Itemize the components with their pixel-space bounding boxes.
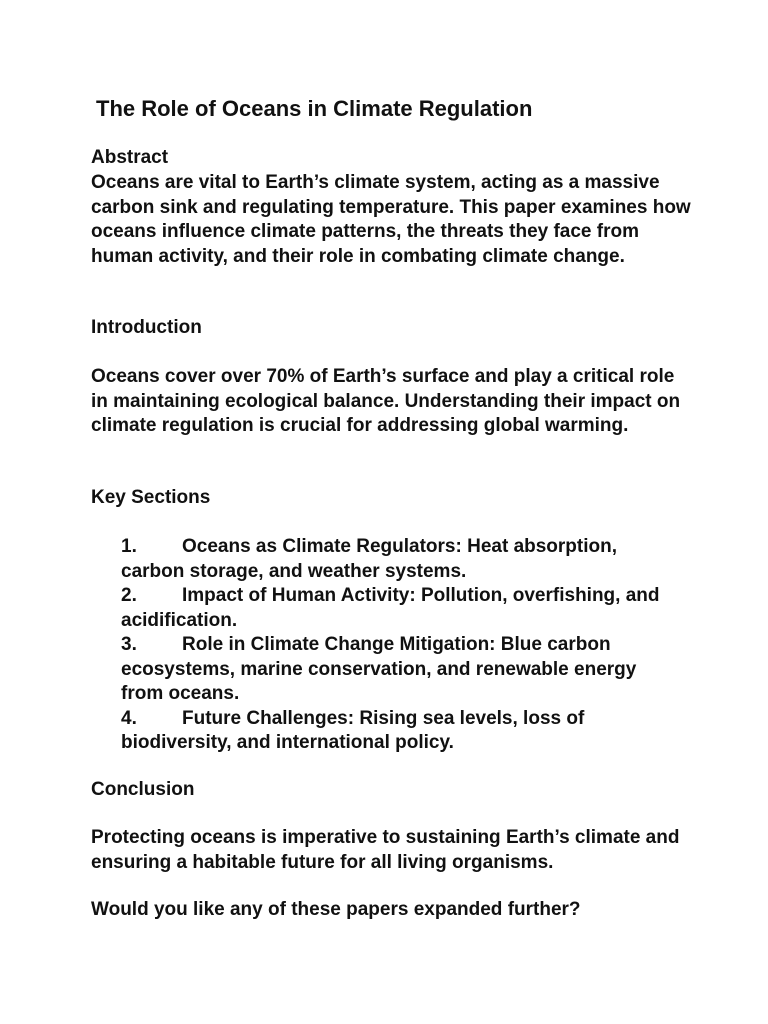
key-sections-heading: Key Sections xyxy=(91,487,211,508)
list-item-text: Impact of Human Activity: Pollution, overfishing, and acidification. xyxy=(121,585,660,631)
list-item-number: 3. xyxy=(121,634,137,655)
list-item-number: 1. xyxy=(121,536,137,557)
list-item-text: Future Challenges: Rising sea levels, loss of biodiversity, and international policy. xyxy=(121,707,585,753)
key-sections-list xyxy=(121,535,681,756)
introduction-heading: Introduction xyxy=(91,317,202,338)
abstract-heading: Abstract xyxy=(91,147,169,168)
list-item-text: Role in Climate Change Mitigation: Blue carbon ecosystems, marine conservation, and renewable energy from oceans. xyxy=(121,634,637,704)
list-item xyxy=(121,584,681,633)
conclusion-heading: Conclusion xyxy=(91,779,195,800)
list-item xyxy=(121,707,681,756)
introduction-text: Oceans cover over 70% of Earth’s surface and play a critical role in maintaining ecological balance. Understanding their impact on climate regulation is crucial for addressing global warming. xyxy=(91,366,681,436)
abstract-text: Oceans are vital to Earth’s climate system, acting as a massive carbon sink and regulating temperature. This paper examines how oceans influence climate patterns, the threats they face from human activity, and their role in combating climate change. xyxy=(91,172,691,267)
document-title: The Role of Oceans in Climate Regulation xyxy=(96,96,533,121)
list-item xyxy=(121,535,681,584)
conclusion-text: Protecting oceans is imperative to sustaining Earth’s climate and ensuring a habitable future for all living organisms. xyxy=(91,827,680,873)
list-item-text: Oceans as Climate Regulators: Heat absorption, carbon storage, and weather systems. xyxy=(121,536,618,582)
list-item-number: 2. xyxy=(121,585,137,606)
list-item xyxy=(121,633,681,707)
list-item-number: 4. xyxy=(121,707,137,729)
closing-question: Would you like any of these papers expanded further? xyxy=(91,899,581,920)
